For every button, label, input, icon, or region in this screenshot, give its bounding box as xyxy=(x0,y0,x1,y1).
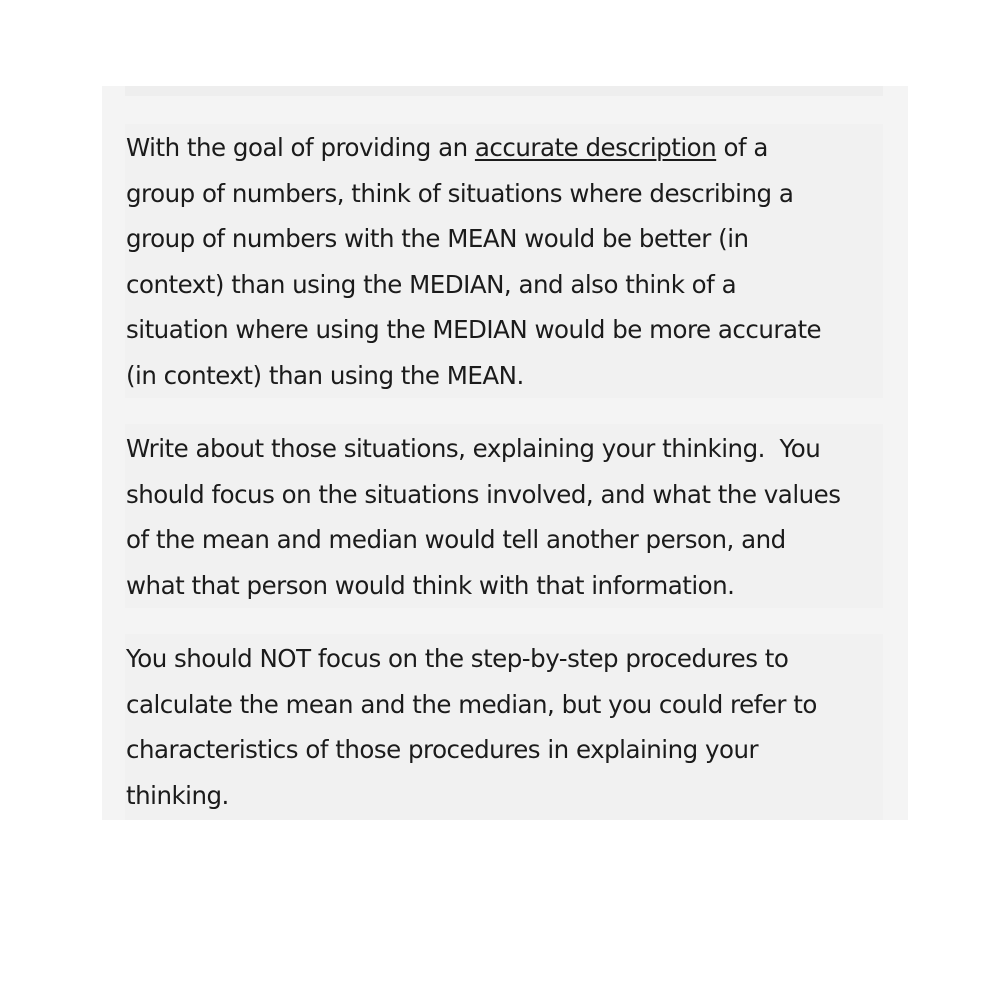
paragraph-1-line-6: (in context) than using the MEAN. xyxy=(126,360,524,390)
paragraph-1-line-4: context) than using the MEDIAN, and also think of a xyxy=(126,269,737,299)
paragraph-1 xyxy=(126,125,886,399)
paragraph-3-line-2: calculate the mean and the median, but you could refer to xyxy=(126,689,817,719)
paragraph-2-line-4: what that person would think with that information. xyxy=(126,570,735,600)
paragraph-1-line-5: situation where using the MEDIAN would be more accurate xyxy=(126,315,822,345)
paragraph-1-line-1 xyxy=(126,125,886,171)
paragraph-2-line-3: of the mean and median would tell another person, and xyxy=(126,525,786,555)
paragraph-3-line-4: thinking. xyxy=(126,780,229,810)
paragraph-3-line-3: characteristics of those procedures in explaining your xyxy=(126,735,759,765)
paragraph-3-line-1: You should NOT focus on the step-by-step procedures to xyxy=(126,644,789,673)
paragraph-1-line-2: group of numbers, think of situations where describing a xyxy=(126,178,794,208)
paragraph-2 xyxy=(126,426,886,608)
paragraph-1-line-3: group of numbers with the MEAN would be better (in xyxy=(126,224,749,254)
paragraph-3 xyxy=(126,636,886,818)
paragraph-2-line-2: should focus on the situations involved, and what the values xyxy=(126,479,841,509)
paragraph-2-line-1: Write about those situations, explaining your thinking. You xyxy=(126,434,821,463)
line-text: of a xyxy=(716,133,768,162)
accurate-description-underlined: accurate description xyxy=(474,133,717,162)
top-strip xyxy=(125,86,883,96)
line-text: With the goal of providing an xyxy=(126,133,475,162)
